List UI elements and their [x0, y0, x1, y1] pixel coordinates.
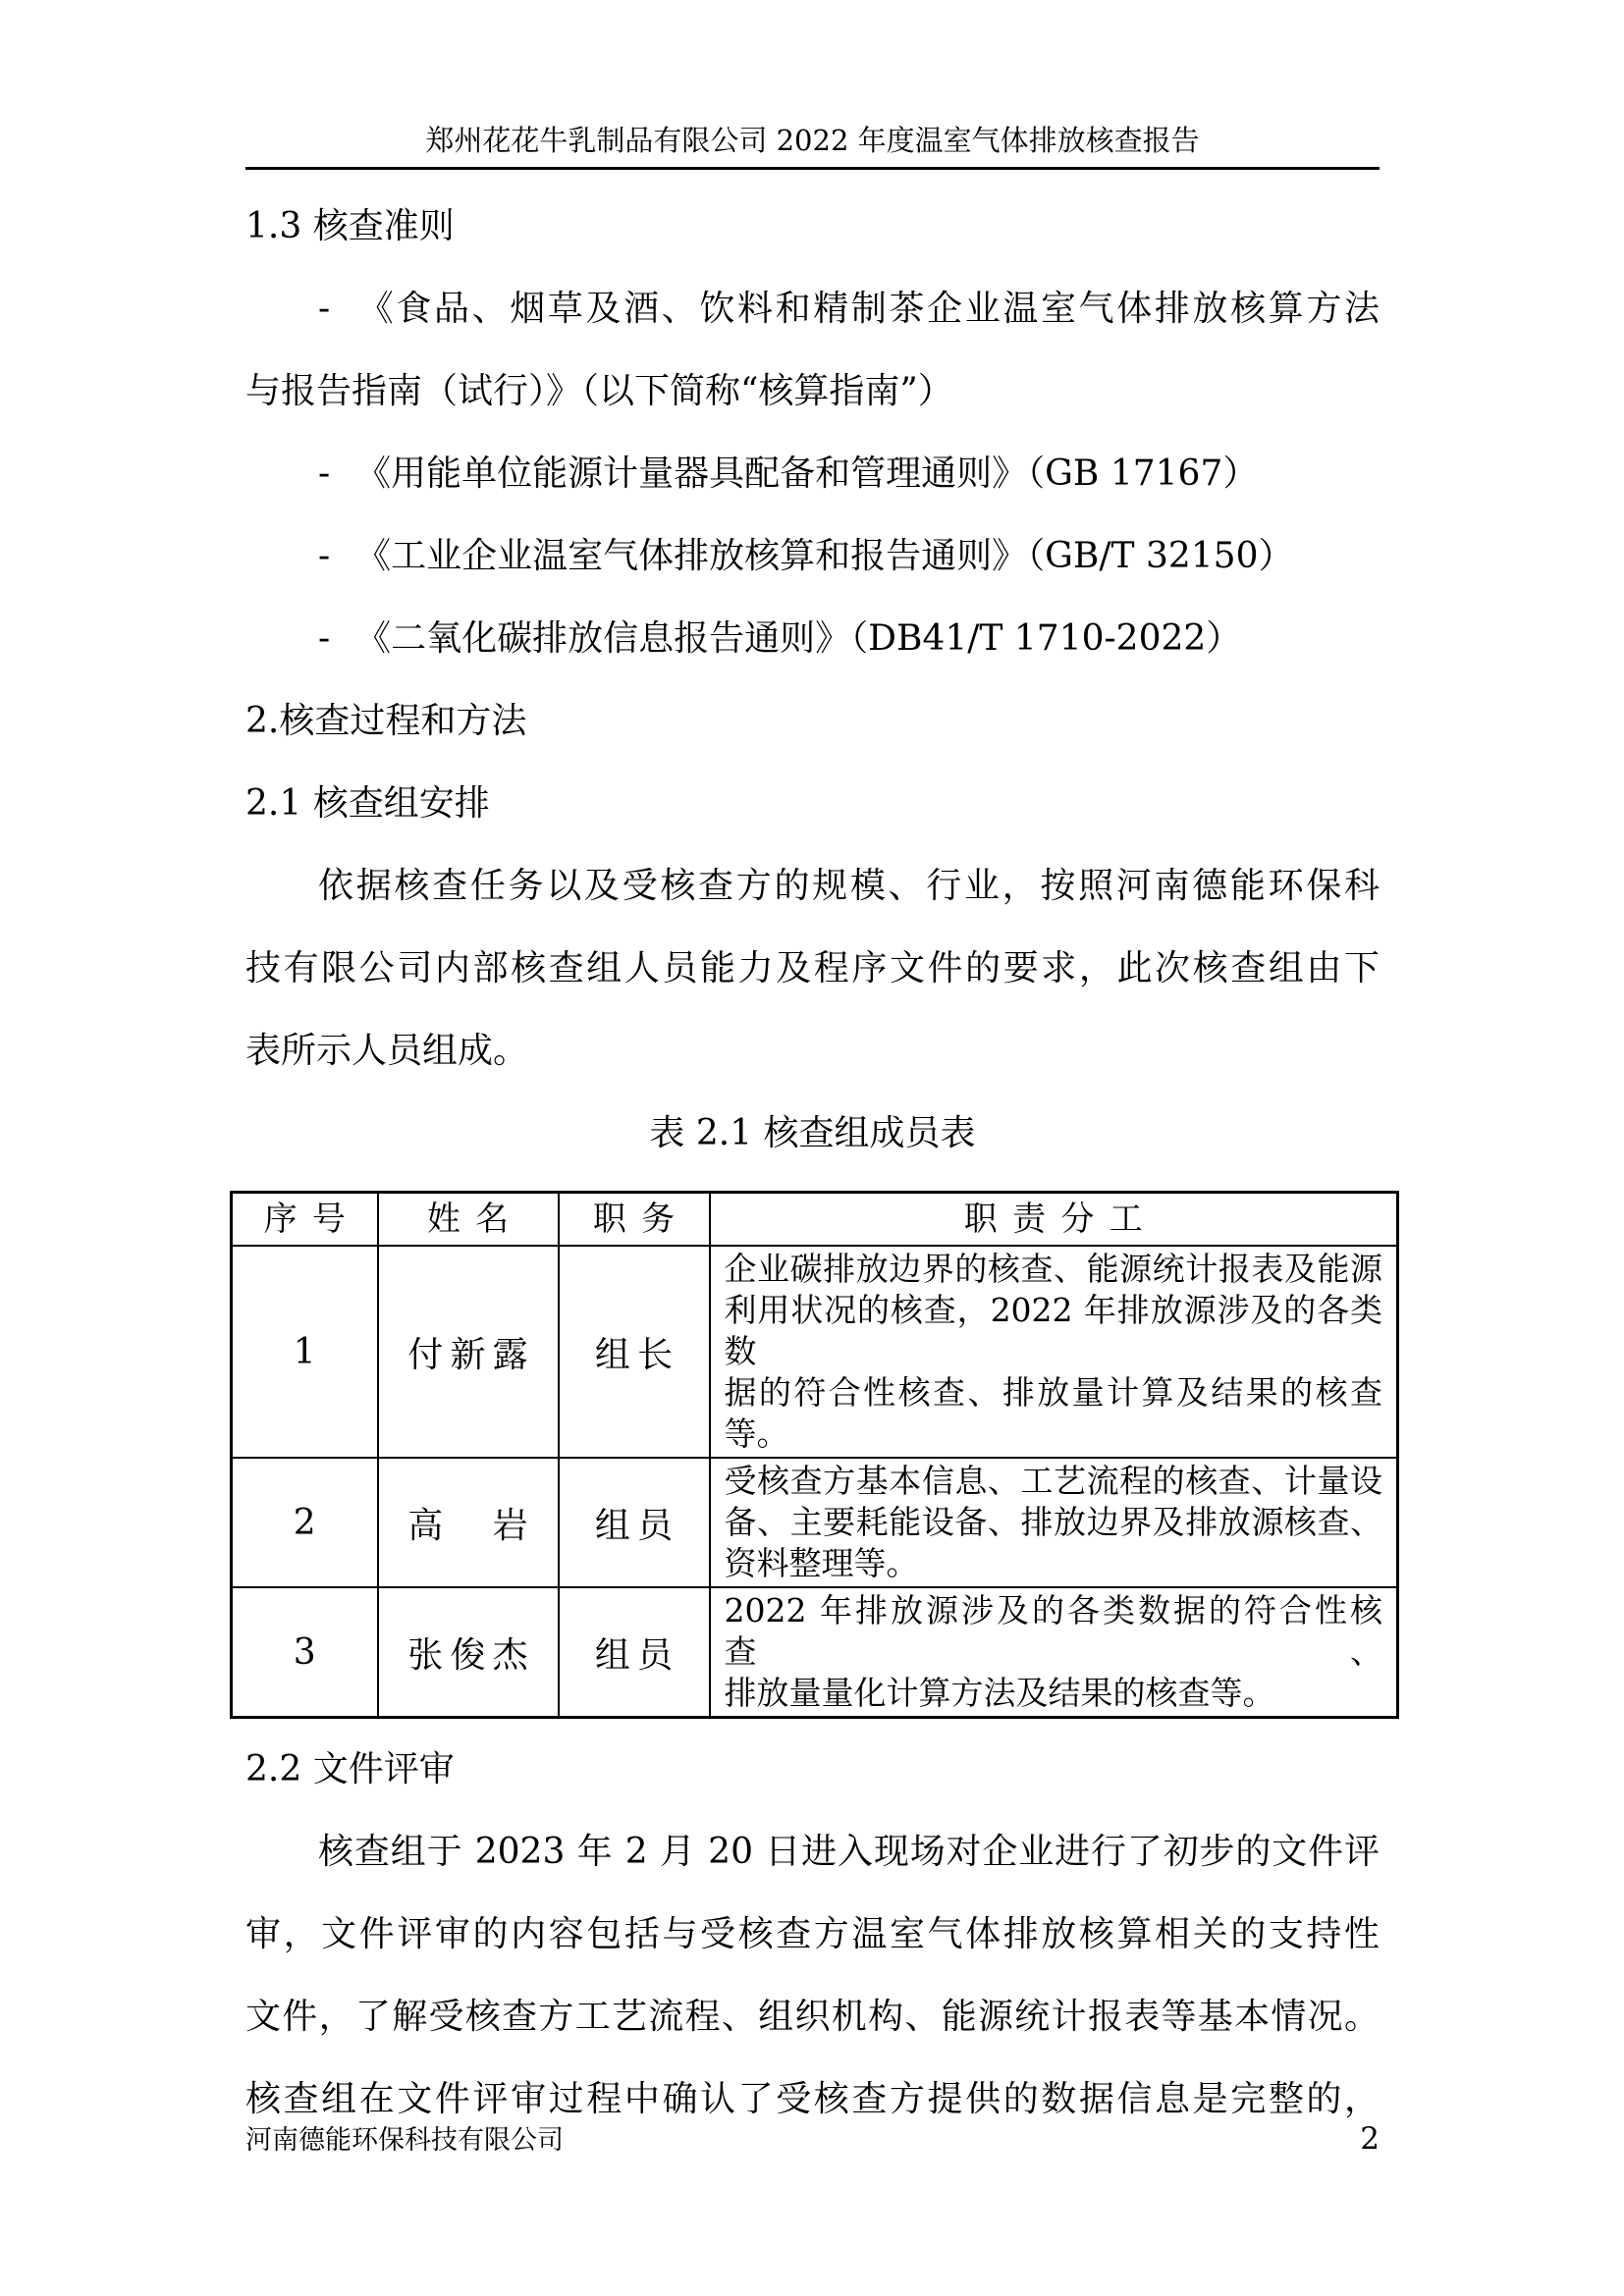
page-footer [245, 2118, 1380, 2157]
member-duty-line: 2022 年排放源涉及的各类数据的符合性核查、 [724, 1591, 1382, 1671]
heading-1-3: 1.3 核查准则 [245, 206, 455, 246]
member-number: 1 [232, 1246, 378, 1458]
footer-company: 河南德能环保科技有限公司 [245, 2125, 564, 2156]
bullet-item-line: - 《用能单位能源计量器具配备和管理通则》（GB 17167） [245, 433, 1380, 515]
bullet-item-line: - 《二氧化碳排放信息报告通则》（DB41/T 1710-2022） [245, 598, 1380, 680]
member-number: 3 [232, 1587, 378, 1718]
member-name: 高 岩 [378, 1458, 559, 1587]
member-name: 付新露 [378, 1246, 559, 1458]
running-header-title: 郑州花花牛乳制品有限公司 2022 年度温室气体排放核查报告 [425, 124, 1200, 157]
paragraph-line: 表所示人员组成。 [245, 1031, 529, 1071]
table-header-row [232, 1193, 1398, 1247]
paragraph-line: 技有限公司内部核查组人员能力及程序文件的要求，此次核查组由下 [245, 948, 1380, 988]
member-role: 组长 [559, 1246, 710, 1458]
criteria-bullet-list [245, 268, 1380, 680]
paragraph-line: 核查组在文件评审过程中确认了受核查方提供的数据信息是完整的， [245, 2079, 1380, 2119]
document-content [245, 186, 1380, 2141]
member-duty-line: 受核查方基本信息、工艺流程的核查、计量设 [724, 1462, 1382, 1500]
member-duty [710, 1587, 1398, 1718]
bullet-dash-marker: - [318, 536, 331, 576]
heading-2: 2.核查过程和方法 [245, 701, 527, 741]
table-column-header: 职务 [559, 1193, 710, 1247]
table-row [232, 1246, 1398, 1458]
heading-2-1: 2.1 核查组安排 [245, 783, 490, 824]
bullet-dash-marker: - [318, 618, 331, 659]
member-number: 2 [232, 1458, 378, 1587]
member-duty-line: 利用状况的核查，2022 年排放源涉及的各类数 [724, 1291, 1382, 1370]
paragraph-2-1 [245, 845, 1380, 1093]
bullet-item-line: - 《食品、烟草及酒、饮料和精制茶企业温室气体排放核算方法 [245, 268, 1380, 350]
bullet-continuation-line: 与报告指南（试行）》（以下简称“核算指南”） [245, 371, 953, 411]
paragraph-line: 审，文件评审的内容包括与受核查方温室气体排放核算相关的支持性 [245, 1914, 1380, 1954]
paragraph-2-2 [245, 1811, 1380, 2141]
member-duty [710, 1458, 1398, 1587]
table-row [232, 1458, 1398, 1587]
table-column-header: 姓名 [378, 1193, 559, 1247]
table-row [232, 1587, 1398, 1718]
member-name: 张俊杰 [378, 1587, 559, 1718]
member-duty-line: 备、主要耗能设备、排放边界及排放源核查、 [724, 1503, 1382, 1541]
member-duty-line: 排放量量化计算方法及结果的核查等。 [724, 1674, 1275, 1712]
member-duty-line: 资料整理等。 [724, 1544, 919, 1582]
table-column-header: 职责分工 [710, 1193, 1398, 1247]
member-role: 组员 [559, 1587, 710, 1718]
member-role: 组员 [559, 1458, 710, 1587]
member-duty [710, 1246, 1398, 1458]
paragraph-line: 核查组于 2023 年 2 月 20 日进入现场对企业进行了初步的文件评 [318, 1832, 1380, 1872]
members-table [230, 1191, 1399, 1719]
member-duty-line: 据的符合性核查、排放量计算及结果的核查 [724, 1373, 1382, 1412]
running-header [245, 124, 1380, 170]
bullet-item-line: - 《工业企业温室气体排放核算和报告通则》（GB/T 32150） [245, 515, 1380, 598]
table-column-header: 序号 [232, 1193, 378, 1247]
heading-2-2: 2.2 文件评审 [245, 1749, 455, 1789]
table-title: 表 2.1 核查组成员表 [649, 1113, 976, 1153]
member-duty-line: 企业碳排放边界的核查、能源统计报表及能源 [724, 1250, 1382, 1288]
bullet-dash-marker: - [318, 454, 331, 494]
footer-page-number: 2 [1360, 2121, 1380, 2157]
bullet-dash-marker: - [318, 289, 331, 329]
paragraph-line: 文件，了解受核查方工艺流程、组织机构、能源统计报表等基本情况。 [245, 1997, 1380, 2037]
member-duty-line: 等。 [724, 1415, 789, 1453]
paragraph-line: 依据核查任务以及受核查方的规模、行业，按照河南德能环保科 [318, 866, 1380, 906]
